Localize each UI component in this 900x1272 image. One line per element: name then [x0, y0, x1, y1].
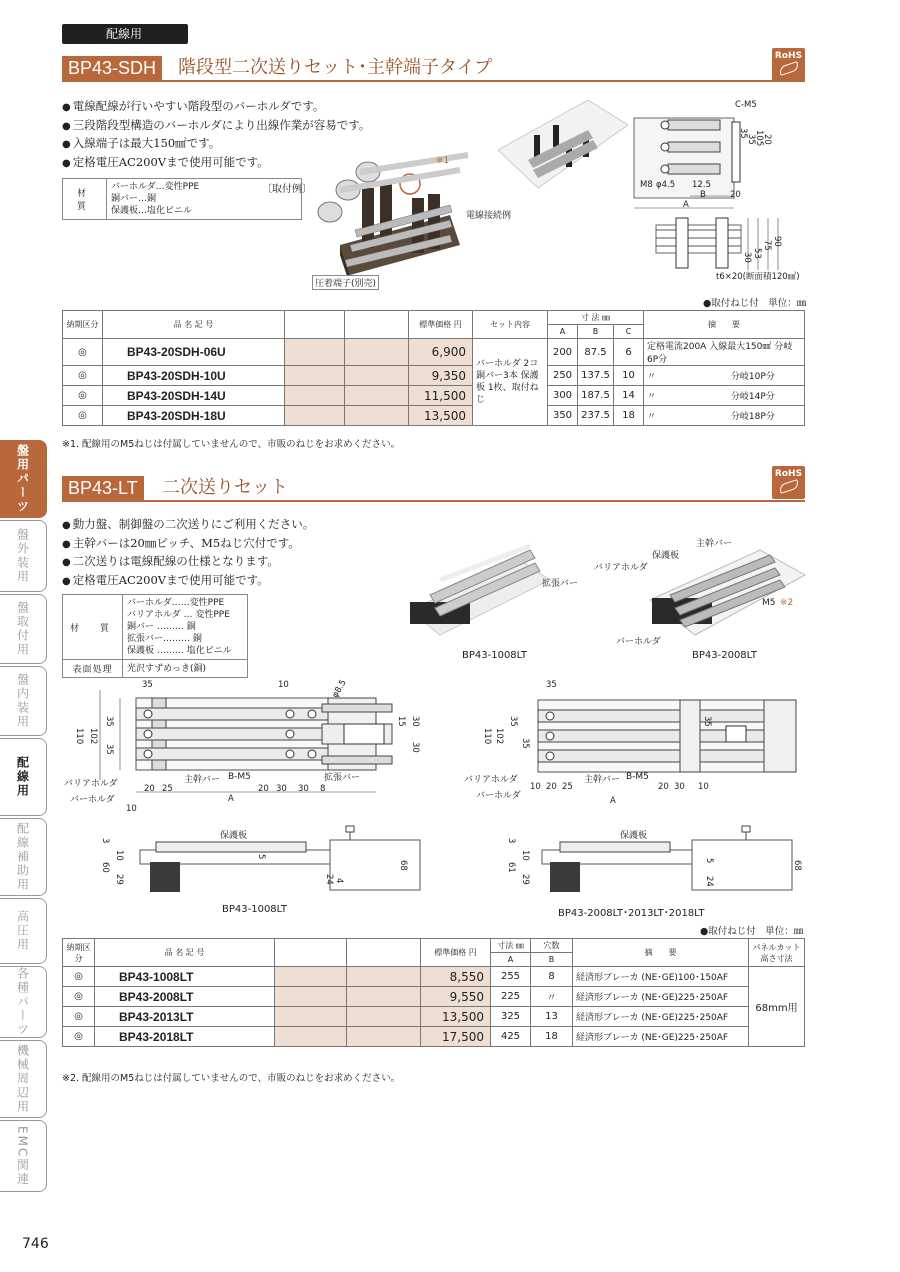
dim-20b: 20	[658, 782, 669, 792]
delivery-mark: ◎	[63, 987, 95, 1007]
table-row	[63, 987, 805, 1007]
blank-cell	[275, 1007, 347, 1027]
price: 13,500	[421, 1007, 491, 1027]
side-tab-label: 配線補助用	[15, 822, 30, 892]
delivery-mark: ◎	[63, 1007, 95, 1027]
dim-3: 3	[506, 838, 516, 844]
dim-a-value: 225	[491, 987, 531, 1007]
material-line: バーホルダ…変性PPE	[111, 182, 200, 192]
side-tab-machine[interactable]	[0, 1040, 47, 1118]
dim-b-value: 237.5	[578, 406, 614, 426]
summary-text: 経済形ブレーカ (NE･GE)100･150AF	[573, 967, 749, 987]
feature-item: ● 動力盤、制御盤の二次送りにご利用ください。	[62, 516, 314, 535]
side-tab-label: 盤用パーツ	[15, 444, 30, 514]
model-code: BP43-20SDH-06U	[103, 339, 285, 366]
summary-text: 定格電流200A 入線最大150㎟ 分岐6P分	[644, 339, 805, 366]
blank-cell	[345, 406, 409, 426]
footnote-1: ※1. 配線用のM5ねじは付属していませんので、市販のねじをお求めください。	[62, 439, 401, 450]
side-tab-wiring-aux[interactable]	[0, 818, 47, 896]
col-summary: 摘 要	[644, 311, 805, 339]
dim-a-value: 255	[491, 967, 531, 987]
col-blank2	[347, 939, 421, 967]
m5-label: M5	[762, 598, 776, 608]
col-dims: 寸法 ㎜	[491, 939, 531, 953]
table-row	[63, 366, 805, 386]
side-tab-label: 機械周辺用	[15, 1044, 30, 1114]
dim-t6: t6×20(断面積120㎟)	[716, 272, 800, 282]
feature-item: ● 三段階段型構造のバーホルダにより出線作業が容易です。	[62, 117, 370, 136]
blank-cell	[275, 967, 347, 987]
dim-30c: 30	[276, 784, 287, 794]
side-tab-label: EMC関連	[15, 1125, 30, 1187]
holder-label: バーホルダ	[70, 795, 115, 805]
rohs-label: RoHS	[774, 469, 803, 479]
col-delivery: 納期区分	[63, 311, 103, 339]
dim-10b: 10	[126, 804, 137, 814]
mount-example-label: 〔取付例〕	[262, 184, 312, 195]
finish-value: 光沢すずめっき(銅)	[123, 660, 248, 678]
col-blank1	[275, 939, 347, 967]
summary-text: 〃 分岐18P分	[644, 406, 805, 426]
col-model: 品 名 記 号	[103, 311, 285, 339]
dim-25: 25	[162, 784, 173, 794]
col-set: セット内容	[473, 311, 548, 339]
dim-35a: 35	[738, 128, 748, 139]
section-header-sdh	[62, 56, 805, 82]
rohs-badge	[772, 466, 805, 499]
delivery-mark: ◎	[63, 366, 103, 386]
dim-35a: 35	[508, 716, 518, 727]
dim-25: 25	[562, 782, 573, 792]
dim-c-value: 14	[614, 386, 644, 406]
dim-20b: 20	[730, 190, 741, 200]
price: 11,500	[409, 386, 473, 406]
dim-phi45: φ4.5	[656, 180, 676, 190]
table-row	[63, 967, 805, 987]
rohs-label: RoHS	[774, 51, 803, 61]
dim-102: 102	[494, 728, 504, 745]
col-b: B	[531, 953, 573, 967]
blank-cell	[285, 339, 345, 366]
dim-30b: 30	[410, 742, 420, 753]
dim-b-value: 187.5	[578, 386, 614, 406]
feature-item: ● 電線配線が行いやすい階段型のバーホルダです。	[62, 98, 370, 117]
blank-cell	[345, 386, 409, 406]
model-code: BP43-2008LT	[95, 987, 275, 1007]
unit-note: ●取付ねじ付 単位：㎜	[703, 298, 807, 309]
dim-10: 10	[278, 680, 289, 690]
section-header-lt	[62, 476, 805, 502]
model-code: BP43-20SDH-18U	[103, 406, 285, 426]
dim-35b: 35	[104, 744, 114, 755]
dim-4: 4	[334, 878, 344, 884]
dim-c-value: 6	[614, 339, 644, 366]
blank-cell	[285, 366, 345, 386]
price: 9,550	[421, 987, 491, 1007]
side-tab-exterior[interactable]	[0, 520, 47, 592]
note1-callout: ※1	[436, 156, 450, 166]
wire-example-label: 電線接続例	[466, 211, 512, 221]
dim-5: 5	[256, 854, 266, 860]
col-b: B	[578, 325, 614, 339]
dim-29: 29	[520, 874, 530, 885]
delivery-mark: ◎	[63, 967, 95, 987]
feature-item: ● 二次送りは電線配線の仕様となります。	[62, 553, 314, 572]
product-table-lt	[62, 938, 805, 1047]
main-bar-label: 主幹バー	[584, 775, 621, 785]
dim-20b: 20	[258, 784, 269, 794]
side-tab-interior[interactable]	[0, 666, 47, 736]
material-line: 銅バー ……… 銅	[127, 622, 196, 632]
price: 8,550	[421, 967, 491, 987]
barrier-label: バリアホルダ	[464, 775, 518, 785]
dim-a-value: 250	[548, 366, 578, 386]
dim-a: A	[610, 796, 616, 806]
dim-a-value: 200	[548, 339, 578, 366]
dim-102: 102	[88, 728, 98, 745]
ext-bar-label: 拡張バー	[324, 773, 361, 783]
material-key: 材 質	[63, 179, 107, 220]
dim-10: 10	[530, 782, 541, 792]
blank-cell	[275, 1027, 347, 1047]
section-code: BP43-SDH	[62, 56, 162, 80]
dim-110: 110	[482, 728, 492, 745]
dim-b-value: 87.5	[578, 339, 614, 366]
dim-30d: 30	[298, 784, 309, 794]
dim-24: 24	[704, 876, 714, 887]
footnote-2: ※2. 配線用のM5ねじは付属していませんので、市販のねじをお求めください。	[62, 1073, 401, 1084]
dim-30a: 30	[410, 716, 420, 727]
blank-cell	[285, 386, 345, 406]
dim-cm5: C-M5	[735, 100, 757, 110]
blank-cell	[345, 366, 409, 386]
summary-text: 経済形ブレーカ (NE･GE)225･250AF	[573, 987, 749, 1007]
product-table-sdh	[62, 310, 805, 426]
material-line: バリアホルダ … 変性PPE	[127, 610, 230, 620]
dim-60: 60	[100, 862, 110, 873]
dim-3: 3	[100, 838, 110, 844]
image-caption: BP43-2008LT	[692, 650, 757, 661]
col-blank2	[345, 311, 409, 339]
dim-53: 53	[752, 248, 762, 259]
blank-cell	[347, 1027, 421, 1047]
dim-35: 35	[142, 680, 153, 690]
dim-10c: 10	[114, 850, 124, 861]
side-tab-label: 高圧用	[15, 910, 30, 952]
col-holes: 穴数	[531, 939, 573, 953]
bm5-label: B-M5	[626, 772, 649, 782]
model-code: BP43-2018LT	[95, 1027, 275, 1047]
side-tab-label: 配線用	[15, 756, 30, 798]
barrier-label: バリアホルダ	[64, 779, 118, 789]
dim-a-value: 300	[548, 386, 578, 406]
leaf-icon	[778, 479, 800, 494]
holder-label: バーホルダ	[476, 791, 521, 801]
col-panel: パネルカット高さ寸法	[749, 939, 805, 967]
holder-label: バーホルダ	[616, 637, 661, 647]
col-dims: 寸 法 ㎜	[548, 311, 644, 325]
blank-cell	[275, 987, 347, 1007]
dim-68: 68	[792, 860, 802, 871]
main-bar-label: 主幹バー	[696, 539, 733, 549]
dim-35a: 35	[104, 716, 114, 727]
dim-35c: 35	[702, 716, 712, 727]
dim-75: 75	[762, 240, 772, 251]
side-tab-label: 各種パーツ	[15, 967, 30, 1037]
rohs-badge	[772, 48, 805, 81]
dim-8: 8	[320, 784, 326, 794]
feature-item: ● 定格電圧AC200Vまで使用可能です。	[62, 572, 314, 591]
section-code: BP43-LT	[62, 476, 144, 500]
side-tab-label: 盤外装用	[15, 528, 30, 584]
material-values	[123, 595, 248, 660]
product-photo-plate	[498, 100, 628, 190]
blank-cell	[347, 967, 421, 987]
dim-m8: M8	[640, 180, 653, 190]
blank-cell	[347, 987, 421, 1007]
dim-35: 35	[546, 680, 557, 690]
bm5-label: B-M5	[228, 772, 251, 782]
table-row	[63, 406, 805, 426]
side-tab-mounting[interactable]	[0, 594, 47, 664]
table-row	[63, 339, 805, 366]
dim-b: B	[700, 190, 706, 200]
category-tag: 配線用	[62, 24, 188, 44]
section-title: 階段型二次送りセット･主幹端子タイプ	[178, 57, 493, 78]
col-model: 品 名 記 号	[95, 939, 275, 967]
product-image-1008lt	[400, 540, 550, 640]
drawing-caption: BP43-2008LT･2013LT･2018LT	[558, 908, 705, 919]
col-blank1	[285, 311, 345, 339]
delivery-mark: ◎	[63, 339, 103, 366]
material-line: 保護板…塩化ビニル	[111, 206, 193, 216]
dim-35b: 35	[746, 134, 756, 145]
product-illustration-sdh	[300, 150, 470, 290]
material-line: バーホルダ……変性PPE	[127, 598, 225, 608]
model-code: BP43-20SDH-14U	[103, 386, 285, 406]
dim-29: 29	[114, 874, 124, 885]
dim-125: 12.5	[692, 180, 711, 190]
model-code: BP43-2013LT	[95, 1007, 275, 1027]
delivery-mark: ◎	[63, 1027, 95, 1047]
crimp-terminal-label: 圧着端子(別売)	[312, 275, 379, 290]
section-title: 二次送りセット	[162, 477, 288, 498]
material-table	[62, 594, 248, 678]
leaf-icon	[778, 61, 800, 76]
dim-20: 20	[144, 784, 155, 794]
table-row	[63, 386, 805, 406]
model-code: BP43-20SDH-10U	[103, 366, 285, 386]
dim-a: A	[683, 200, 689, 210]
dim-90: 90	[772, 236, 782, 247]
finish-key: 表面処理	[63, 660, 123, 678]
image-caption: BP43-1008LT	[462, 650, 527, 661]
feature-list	[62, 516, 314, 590]
dim-10b: 10	[698, 782, 709, 792]
blank-cell	[347, 1007, 421, 1027]
col-price: 標準価格 円	[421, 939, 491, 967]
side-tab-label: 盤内装用	[15, 673, 30, 729]
blank-cell	[345, 339, 409, 366]
dim-b-value: 137.5	[578, 366, 614, 386]
ext-bar-label: 拡張バー	[542, 579, 579, 589]
dim-20: 20	[546, 782, 557, 792]
feature-item: ● 入線端子は最大150㎟です。	[62, 135, 370, 154]
side-tab-various[interactable]	[0, 966, 47, 1038]
dim-5: 5	[704, 858, 714, 864]
summary-text: 〃 分岐10P分	[644, 366, 805, 386]
dim-68: 68	[398, 860, 408, 871]
dim-a-value: 350	[548, 406, 578, 426]
material-line: 拡張バー……… 銅	[127, 634, 202, 644]
summary-text: 〃 分岐14P分	[644, 386, 805, 406]
material-line: 保護板 ……… 塩化ビニル	[127, 646, 232, 656]
col-c: C	[614, 325, 644, 339]
dim-15: 15	[396, 716, 406, 727]
price: 13,500	[409, 406, 473, 426]
dim-a-value: 425	[491, 1027, 531, 1047]
dim-30: 30	[742, 252, 752, 263]
dim-24: 24	[324, 874, 334, 885]
dim-61: 61	[506, 862, 516, 873]
dim-c-value: 18	[614, 406, 644, 426]
dim-105: 105	[754, 130, 764, 147]
blank-cell	[285, 406, 345, 426]
cover-label: 保護板	[620, 831, 648, 841]
price: 17,500	[421, 1027, 491, 1047]
dim-20: 20	[762, 134, 772, 145]
dim-35b: 35	[520, 738, 530, 749]
dimension-drawing-sdh	[630, 100, 810, 285]
dim-a: A	[228, 794, 234, 804]
model-code: BP43-1008LT	[95, 967, 275, 987]
cover-label: 保護板	[652, 551, 680, 561]
col-a: A	[491, 953, 531, 967]
dim-110: 110	[74, 728, 84, 745]
drawing-caption: BP43-1008LT	[222, 904, 287, 915]
col-price: 標準価格 円	[409, 311, 473, 339]
side-tab-label: 盤取付用	[15, 601, 30, 657]
col-a: A	[548, 325, 578, 339]
side-tab-wiring[interactable]	[0, 738, 47, 816]
side-tab-emc[interactable]	[0, 1120, 47, 1192]
dim-a-value: 325	[491, 1007, 531, 1027]
dim-10c: 10	[520, 850, 530, 861]
note2-callout: ※2	[780, 598, 794, 608]
barrier-label: バリアホルダ	[594, 563, 648, 573]
delivery-mark: ◎	[63, 406, 103, 426]
cover-label: 保護板	[220, 831, 248, 841]
table-row	[63, 1007, 805, 1027]
price: 6,900	[409, 339, 473, 366]
table-row	[63, 1027, 805, 1047]
dim-c-value: 10	[614, 366, 644, 386]
col-delivery: 納期区分	[63, 939, 95, 967]
set-content: バーホルダ 2コ 銅バー3本 保護板 1枚、取付ねじ	[473, 339, 548, 426]
side-tab-high-voltage[interactable]	[0, 898, 47, 964]
price: 9,350	[409, 366, 473, 386]
col-summary: 摘 要	[573, 939, 749, 967]
material-key: 材 質	[63, 595, 123, 660]
dim-phi85: φ8.5	[330, 678, 349, 700]
panel-cut-value: 68mm用	[749, 967, 805, 1047]
summary-text: 経済形ブレーカ (NE･GE)225･250AF	[573, 1027, 749, 1047]
delivery-mark: ◎	[63, 386, 103, 406]
page-number: 746	[22, 1236, 49, 1252]
material-line: 銅バー…銅	[111, 194, 157, 204]
hole-count: 8	[531, 967, 573, 987]
feature-item: ● 主幹バーは20㎜ピッチ、M5ねじ穴付です。	[62, 535, 314, 554]
feature-item: ● 定格電圧AC200Vまで使用可能です。	[62, 154, 370, 173]
main-bar-label: 主幹バー	[184, 775, 221, 785]
summary-text: 経済形ブレーカ (NE･GE)225･250AF	[573, 1007, 749, 1027]
hole-count: 13	[531, 1007, 573, 1027]
hole-count: 〃	[531, 987, 573, 1007]
dim-30: 30	[674, 782, 685, 792]
hole-count: 18	[531, 1027, 573, 1047]
side-tab-panel-parts[interactable]	[0, 440, 47, 518]
unit-note: ●取付ねじ付 単位：㎜	[700, 926, 804, 937]
